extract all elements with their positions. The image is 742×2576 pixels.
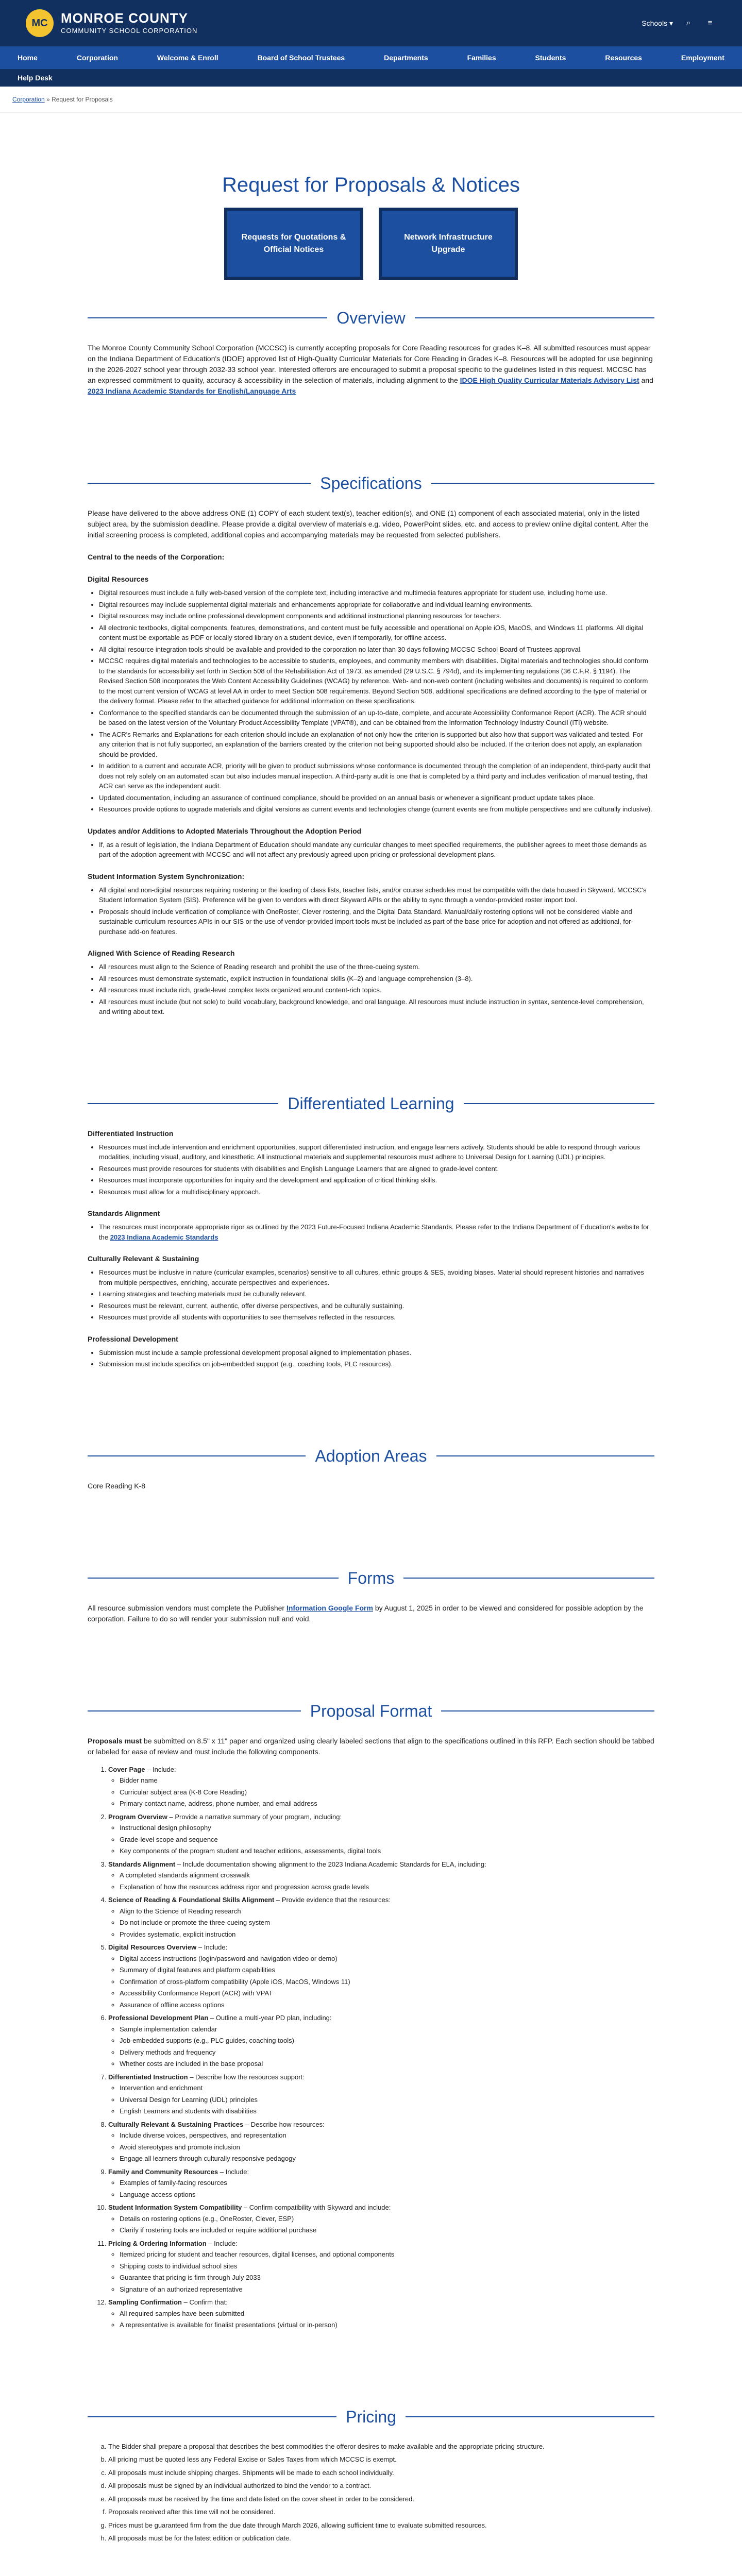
list-item: a. The Bidder shall prepare a proposal that describes the best commodities the offeror desires to make available and the appropriate pricing structure. (108, 2442, 654, 2452)
adoption-areas-heading: Adoption Areas (88, 1444, 654, 1468)
pricing-list (108, 2442, 654, 2544)
list-item: • Updated documentation, including an assurance of continued compliance, should be provided on an annual basis or whenever a significant product update takes place. (99, 793, 654, 803)
list-item: c. All proposals must include shipping charges. Shipments will be made to each school individually. (108, 2468, 654, 2478)
list-item: • All digital resource integration tools should be available and provided to the corporation no later than 30 days following MCCSC School Board of Trustees approval. (99, 645, 654, 655)
quotations-notices-button[interactable]: Requests for Quotations & Official Notices (224, 208, 363, 280)
list-item: • Submission must include specifics on job-embedded support (e.g., coaching tools, PLC resources). (99, 1359, 654, 1369)
list-item: b. All pricing must be quoted less any Federal Excise or Sales Taxes from which MCCSC is exempt. (108, 2454, 654, 2465)
main-nav (0, 46, 742, 69)
proposal-format-heading: Proposal Format (88, 1699, 654, 1723)
page-title: Request for Proposals & Notices (222, 174, 520, 196)
nav-item-help-desk[interactable]: Help Desk (18, 73, 53, 82)
differentiated-heading: Differentiated Learning (88, 1091, 654, 1116)
top-header (0, 0, 742, 46)
list-item: d. All proposals must be signed by an individual authorized to bind the vendor to a contract. (108, 2481, 654, 2491)
sis-heading: Student Information System Synchronization: (88, 872, 245, 880)
list-item: • Resources provide options to upgrade materials and digital versions as current events and technologies change (current events are from multiple perspectives and are culturally inclusive). (99, 804, 654, 815)
list-item: • All electronic textbooks, digital components, features, demonstrations, and content must be fully accessible and operational on Apple iOS, MacOS, and Windows 11 platforms. All digital content must be exportable as PDF or locally stored library on a student device, even if temporarily, for offline access. (99, 623, 654, 643)
list-item: • All resources must demonstrate systematic, explicit instruction in foundational skills (K–2) and language comprehension (3–8). (99, 974, 654, 984)
list-item: • MCCSC requires digital materials and technologies to be accessible to students, employees, and community members with disabilities. Digital materials and technologies should conform to the standards for accessibility set forth in Section 508 of the Rehabilitation Act of 1973, as amended (29 U.S.C. § 794d), and its implementing regulations (36 C.F.R. § 1194). The Revised Section 508 incorporates the Web Content Accessibility Guidelines (WCAG) by reference. Web- and non-web content (including websites and documents) is required to conform to the most current version of WCAG at level AA in order to meet Section 508 requirements. Beyond Section 508, additional specifications are defined according to the type of material or the delivery format. Please refer to the attached guidance for additional information on these specifications. (99, 656, 654, 706)
differentiated-instruction-heading: Differentiated Instruction (88, 1129, 174, 1138)
list-item: • Resources must provide resources for students with disabilities and English Language Learners that are aligned to grade-level content. (99, 1164, 654, 1174)
list-item: • All resources must include rich, grade-level complex texts organized around content-rich topics. (99, 985, 654, 995)
nav-item-students[interactable]: Students (535, 53, 566, 62)
proposal-section: 1. Cover Page – Include: ◦ Bidder name ◦ Curricular subject area (K-8 Core Reading) ◦ Primary contact name, address, phone number, and email address (108, 1765, 654, 1809)
specifications-intro: Please have delivered to the above address ONE (1) COPY of each student text(s), teacher edition(s), and ONE (1) component of each associated material, only in the listed subject area, by the submission deadline. Please provide a digital overview of materials e.g. video, PowerPoint slides, etc. and access to preview online digital content. After the initial screening process is completed, additional copies and accompanying materials may be requested from selected publishers. (88, 509, 649, 539)
breadcrumb-corporation[interactable]: Corporation (12, 96, 45, 103)
adoption-area-text: Core Reading K-8 (88, 1481, 146, 1490)
nav-item-departments[interactable]: Departments (384, 53, 428, 62)
overview-heading: Overview (88, 306, 654, 330)
list-item: • Digital resources must include a fully web-based version of the complete text, including interactive and multimedia features appropriate for student use, including home use. (99, 588, 654, 598)
nav-item-board[interactable]: Board of School Trustees (257, 53, 345, 62)
logo-subtitle: COMMUNITY SCHOOL CORPORATION (61, 26, 198, 35)
updates-heading: Updates and/or Additions to Adopted Materials Throughout the Adoption Period (88, 826, 362, 835)
list-item: • Resources must be relevant, current, authentic, offer diverse perspectives, and be culturally sustaining. (99, 1301, 654, 1311)
specifications-heading: Specifications (88, 471, 654, 496)
indiana-standards-link[interactable]: 2023 Indiana Academic Standards (110, 1233, 218, 1241)
publisher-google-form-link[interactable]: Information Google Form (286, 1603, 373, 1612)
forms-text: All resource submission vendors must complete the Publisher Information Google Form by August 1, 2025 in order to be viewed and considered for possible adoption by the corporation. Failure to do so will render your submission null and void. (88, 1603, 644, 1623)
list-item: g. Prices must be guaranteed firm from the due date through March 2026, allowing sufficient time to evaluate submitted resources. (108, 2520, 654, 2531)
indiana-ela-standards-link[interactable]: 2023 Indiana Academic Standards for English/Language Arts (88, 387, 296, 395)
proposal-section: 9. Family and Community Resources – Include: ◦ Examples of family-facing resources ◦ Language access options (108, 2167, 654, 2200)
central-needs-heading: Central to the needs of the Corporation: (88, 553, 225, 561)
list-item: • Resources must incorporate opportunities for inquiry and the development and application of critical thinking skills. (99, 1175, 654, 1185)
logo[interactable] (26, 9, 197, 37)
list-item: f. Proposals received after this time will not be considered. (108, 2507, 654, 2517)
network-upgrade-button[interactable]: Network Infrastructure Upgrade (379, 208, 518, 280)
nav-item-home[interactable]: Home (18, 53, 38, 62)
sub-nav (0, 69, 742, 87)
digital-resources-heading: Digital Resources (88, 575, 149, 583)
list-item: • Resources must be inclusive in nature (curricular examples, scenarios) sensitive to all cultures, ethnic groups & SES, avoiding biases. Material should represent histories and narratives from multiple perspectives, enriching, accurate perspectives and experiences. (99, 1267, 654, 1287)
proposal-sections-list (108, 1765, 654, 2330)
search-icon[interactable]: ⌕ (686, 18, 691, 27)
proposal-section: 12. Sampling Confirmation – Confirm that: ◦ All required samples have been submitted ◦ A representative is available for finalist presentations (virtual or in-person) (108, 2297, 654, 2330)
list-item: • Submission must include a sample professional development proposal aligned to implementation phases. (99, 1348, 654, 1358)
culturally-relevant-heading: Culturally Relevant & Sustaining (88, 1255, 199, 1263)
nav-item-corporation[interactable]: Corporation (76, 53, 118, 62)
forms-heading: Forms (88, 1566, 654, 1590)
proposal-section: 4. Science of Reading & Foundational Skills Alignment – Provide evidence that the resources: ◦ Align to the Science of Reading research ◦ Do not include or promote the three-cueing system ◦ Provides systematic, explicit instruction (108, 1895, 654, 1939)
list-item: • All resources must align to the Science of Reading research and prohibit the use of the three-cueing system. (99, 962, 654, 972)
nav-item-employment[interactable]: Employment (681, 53, 724, 62)
nav-item-families[interactable]: Families (467, 53, 496, 62)
proposal-section: 7. Differentiated Instruction – Describe how the resources support: ◦ Intervention and enrichment ◦ Universal Design for Learning (UDL) principles ◦ English Learners and students with disabilities (108, 2072, 654, 2116)
list-item: • In addition to a current and accurate ACR, priority will be given to product submissions whose conformance is documented through the completion of an independent, third-party audit that does not rely solely on an automated scan but also includes manual inspection. A third-party audit is one that is completed by a third party and includes verification of manual testing, that ACR can serve as the independent audit. (99, 761, 654, 791)
proposal-section: 2. Program Overview – Provide a narrative summary of your program, including: ◦ Instructional design philosophy ◦ Grade-level scope and sequence ◦ Key components of the program student and teacher editions, assessments, digital tools (108, 1812, 654, 1856)
list-item: • All digital and non-digital resources requiring rostering or the loading of class lists, teacher lists, and/or course schedules must be compatible with the data housed in Skyward. MCCSC's Student Information System (SIS). Preference will be given to vendors with direct Skyward APIs or the ability to sync through a vendor-provided roster import tool. (99, 885, 654, 905)
list-item: • Proposals should include verification of compliance with OneRoster, Clever rostering, and the Digital Data Standard. Manual/daily rostering options will not be considered viable and sustainable curriculum resources APIs in our SIS or the use of vendor-provided import tools must be included as part of the base price for adoption and not offered as additional, for-purchase add-on features. (99, 907, 654, 937)
nav-item-resources[interactable]: Resources (605, 53, 642, 62)
digital-resources-list (99, 588, 654, 815)
proposal-section: 8. Culturally Relevant & Sustaining Practices – Describe how resources: ◦ Include diverse voices, perspectives, and representation ◦ Avoid stereotypes and promote inclusion ◦ Engage all learners through culturally responsive pedagogy (108, 2120, 654, 2164)
list-item: • Resources must provide all students with opportunities to see themselves reflected in the resources. (99, 1312, 654, 1323)
schools-dropdown[interactable]: Schools ▾ (642, 19, 673, 27)
list-item: h. All proposals must be for the latest edition or publication date. (108, 2533, 654, 2544)
breadcrumb-current: Request for Proposals (52, 96, 113, 103)
professional-development-heading: Professional Development (88, 1334, 178, 1343)
proposal-intro: Proposals must be submitted on 8.5" x 11" paper and organized using clearly labeled sections that align to the specifications outlined in this RFP. Each section should be tabbed or labeled for ease of review and must include the following components. (88, 1736, 654, 1756)
breadcrumb (0, 87, 742, 113)
list-item: e. All proposals must be received by the time and date listed on the cover sheet in order to be considered. (108, 2494, 654, 2504)
proposal-section: 5. Digital Resources Overview – Include: ◦ Digital access instructions (login/password and navigation video or demo) ◦ Summary of digital features and platform capabilities ◦ Confirmation of cross-platform compatibility (Apple iOS, MacOS, Windows 11) ◦ Accessibility Conformance Report (ACR) with VPAT ◦ Assurance of offline access options (108, 1942, 654, 2010)
proposal-section: 3. Standards Alignment – Include documentation showing alignment to the 2023 Indiana Academic Standards for ELA, including: ◦ A completed standards alignment crosswalk ◦ Explanation of how the resources address rigor and progression across grade levels (108, 1859, 654, 1892)
standards-alignment-heading: Standards Alignment (88, 1209, 160, 1217)
main-content (88, 170, 654, 2576)
list-item: • All resources must include (but not sole) to build vocabulary, background knowledge, and oral language. All resources must include instruction in syntax, sentence-level comprehension, and writing about text. (99, 997, 654, 1017)
list-item: • Conformance to the specified standards can be documented through the submission of an up-to-date, complete, and accurate Accessibility Conformance Report (ACR). The ACR should be based on the latest version of the Voluntary Product Accessibility Template (VPAT®), and can be obtained from the Information Technology Industry Council (ITI) website. (99, 708, 654, 728)
proposal-section: 6. Professional Development Plan – Outline a multi-year PD plan, including: ◦ Sample implementation calendar ◦ Job-embedded supports (e.g., PLC guides, coaching tools) ◦ Delivery methods and frequency ◦ Whether costs are included in the base proposal (108, 2013, 654, 2069)
proposal-section: 10. Student Information System Compatibility – Confirm compatibility with Skyward and include: ◦ Details on rostering options (e.g., OneRoster, Clever, ESP) ◦ Clarify if rostering tools are included or require additional purchase (108, 2202, 654, 2235)
list-item: • The ACR's Remarks and Explanations for each criterion should include an explanation of not only how the criterion is supported but also how that support was validated and tested. For any criterion that is not fully supported, an explanation of the barriers created by the criterion not being supported should also be included. If the criterion does not apply, an explanation should be provided. (99, 730, 654, 760)
pricing-heading: Pricing (88, 2404, 654, 2429)
hqcm-list-link[interactable]: IDOE High Quality Curricular Materials Advisory List (460, 376, 639, 384)
list-item: • The resources must incorporate appropriate rigor as outlined by the 2023 Future-Focused Indiana Academic Standards. Please refer to the Indiana Department of Education's website for the 2023 Indiana Academic Standards (99, 1222, 654, 1242)
list-item: • If, as a result of legislation, the Indiana Department of Education should mandate any curricular changes to meet specified requirements, the publisher agrees to meet those demands as part of the adoption agreement with MCCSC and will not affect any previously agreed upon pricing or professional development plans. (99, 840, 654, 860)
proposal-section: 11. Pricing & Ordering Information – Include: ◦ Itemized pricing for student and teacher resources, digital licenses, and optional components ◦ Shipping costs to individual school sites ◦ Guarantee that pricing is firm through July 2033 ◦ Signature of an authorized representative (108, 2239, 654, 2295)
overview-text: The Monroe County Community School Corporation (MCCSC) is currently accepting proposals for Core Reading resources for grades K–8. All submitted resources must appear on the Indiana Department of Education's (IDOE) approved list of High-Quality Curricular Materials for Core Reading in Grades K–8. Resources will be adopted for use beginning in the 2026-2027 school year through 2032-33 school year. Interested offerors are encouraged to submit a proposal specific to the guidelines listed in this request. MCCSC has an expressed commitment to quality, accuracy & accessibility in the selection of materials, including alignment to the IDOE High Quality Curricular Materials Advisory List and 2023 Indiana Academic Standards for English/Language Arts (88, 344, 653, 395)
list-item: • Digital resources may include online professional development components and additional instructional planning resources for teachers. (99, 611, 654, 621)
list-item: • Learning strategies and teaching materials must be culturally relevant. (99, 1289, 654, 1299)
logo-mark-icon: MC (26, 9, 54, 37)
breadcrumb-separator: » (46, 96, 50, 103)
list-item: • Resources must allow for a multidisciplinary approach. (99, 1187, 654, 1197)
list-item: • Resources must include intervention and enrichment opportunities, support differentiated instruction, and engage learners actively. Students should be able to respond through various modalities, including visual, auditory, and kinesthetic. All instructional materials and supplemental resources must adhere to Universal Design for Learning (UDL) principles. (99, 1142, 654, 1162)
logo-title: MONROE COUNTY (61, 10, 188, 26)
science-of-reading-heading: Aligned With Science of Reading Research (88, 949, 235, 957)
list-item: • Digital resources may include supplemental digital materials and enhancements appropriate for collaborative and individual learning environments. (99, 600, 654, 610)
menu-icon[interactable]: ≡ (707, 18, 713, 27)
nav-item-welcome-enroll[interactable]: Welcome & Enroll (157, 53, 218, 62)
